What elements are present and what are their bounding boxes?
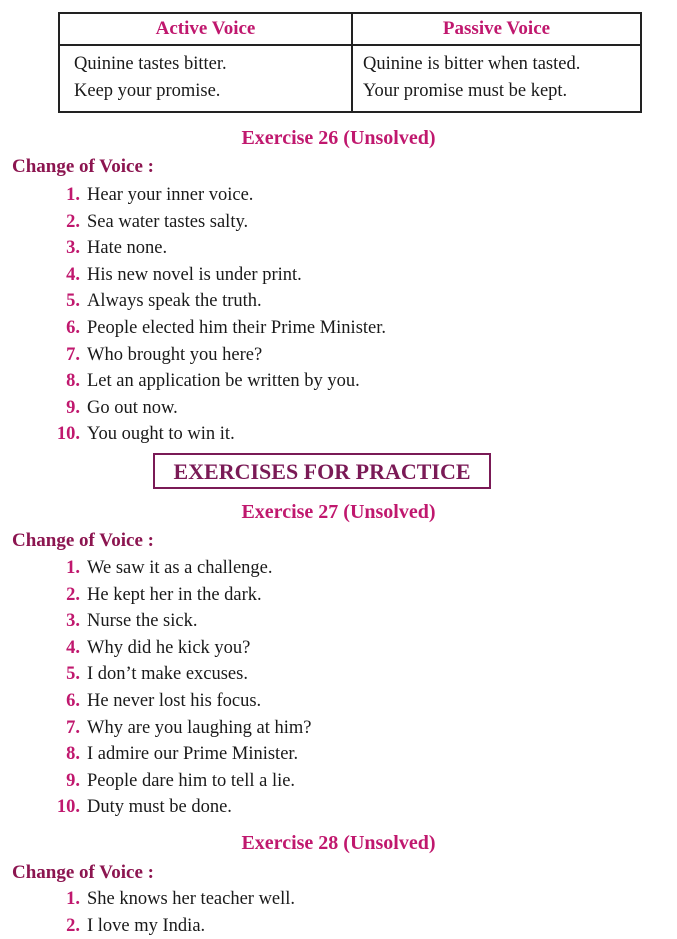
item-number: 9. xyxy=(66,397,80,418)
passive-example: Your promise must be kept. xyxy=(363,81,568,101)
item-number: 10. xyxy=(56,797,80,818)
item-number: 5. xyxy=(66,664,80,685)
exercise-26-subtitle: Change of Voice : xyxy=(12,156,154,177)
item-sentence: He never lost his focus. xyxy=(87,690,262,711)
item-sentence: Duty must be done. xyxy=(87,797,232,818)
item-number: 1. xyxy=(66,889,80,909)
item-sentence: People elected him their Prime Minister. xyxy=(87,317,387,338)
item-number: 6. xyxy=(66,317,80,338)
item-sentence: I admire our Prime Minister. xyxy=(87,744,299,765)
item-sentence: Why are you laughing at him? xyxy=(87,717,312,738)
item-sentence: People dare him to tell a lie. xyxy=(87,770,296,791)
item-number: 2. xyxy=(66,915,80,936)
item-sentence: Let an application be written by you. xyxy=(87,371,360,392)
item-number: 10. xyxy=(56,424,80,445)
item-number: 2. xyxy=(66,211,80,232)
item-number: 6. xyxy=(66,690,80,711)
item-number: 5. xyxy=(66,291,80,312)
item-sentence: Who brought you here? xyxy=(87,344,263,365)
passive-voice-header: Passive Voice xyxy=(352,13,641,45)
item-number: 3. xyxy=(66,238,80,259)
item-number: 4. xyxy=(66,264,80,285)
item-sentence: She knows her teacher well. xyxy=(87,889,296,909)
item-number: 8. xyxy=(66,744,80,765)
item-sentence: We saw it as a challenge. xyxy=(87,558,273,578)
exercise-27-subtitle: Change of Voice : xyxy=(12,530,154,551)
item-number: 4. xyxy=(66,637,80,658)
active-example: Keep your promise. xyxy=(74,81,221,101)
exercise-28-title: Exercise 28 (Unsolved) xyxy=(241,832,436,854)
table-row xyxy=(59,45,641,112)
item-number: 7. xyxy=(66,717,80,738)
item-sentence: I don’t make excuses. xyxy=(87,664,248,685)
item-sentence: Nurse the sick. xyxy=(87,611,198,632)
exercise-28-subtitle: Change of Voice : xyxy=(12,862,154,883)
item-sentence: He kept her in the dark. xyxy=(87,584,262,605)
voice-examples-table xyxy=(58,12,642,113)
exercise-27-title: Exercise 27 (Unsolved) xyxy=(241,501,436,523)
item-sentence: Sea water tastes salty. xyxy=(87,211,249,232)
practice-heading: EXERCISES FOR PRACTICE xyxy=(153,453,491,489)
item-sentence: Hear your inner voice. xyxy=(87,185,254,205)
active-voice-header: Active Voice xyxy=(59,13,352,45)
item-number: 8. xyxy=(66,371,80,392)
item-sentence: Go out now. xyxy=(87,397,178,418)
exercise-26-title: Exercise 26 (Unsolved) xyxy=(241,127,436,149)
active-voice-cell xyxy=(59,45,352,112)
item-number: 1. xyxy=(66,185,80,205)
active-example: Quinine tastes bitter. xyxy=(74,54,227,74)
item-number: 9. xyxy=(66,770,80,791)
item-number: 1. xyxy=(66,558,80,578)
item-number: 3. xyxy=(66,611,80,632)
passive-example: Quinine is bitter when tasted. xyxy=(363,54,581,74)
item-sentence: His new novel is under print. xyxy=(87,264,302,285)
item-number: 7. xyxy=(66,344,80,365)
table-header-row xyxy=(59,13,641,45)
item-number: 2. xyxy=(66,584,80,605)
item-sentence: Why did he kick you? xyxy=(87,637,251,658)
item-sentence: You ought to win it. xyxy=(87,424,235,445)
item-sentence: Hate none. xyxy=(87,238,168,259)
passive-voice-cell xyxy=(352,45,641,112)
item-sentence: I love my India. xyxy=(87,915,206,936)
item-sentence: Always speak the truth. xyxy=(87,291,262,312)
